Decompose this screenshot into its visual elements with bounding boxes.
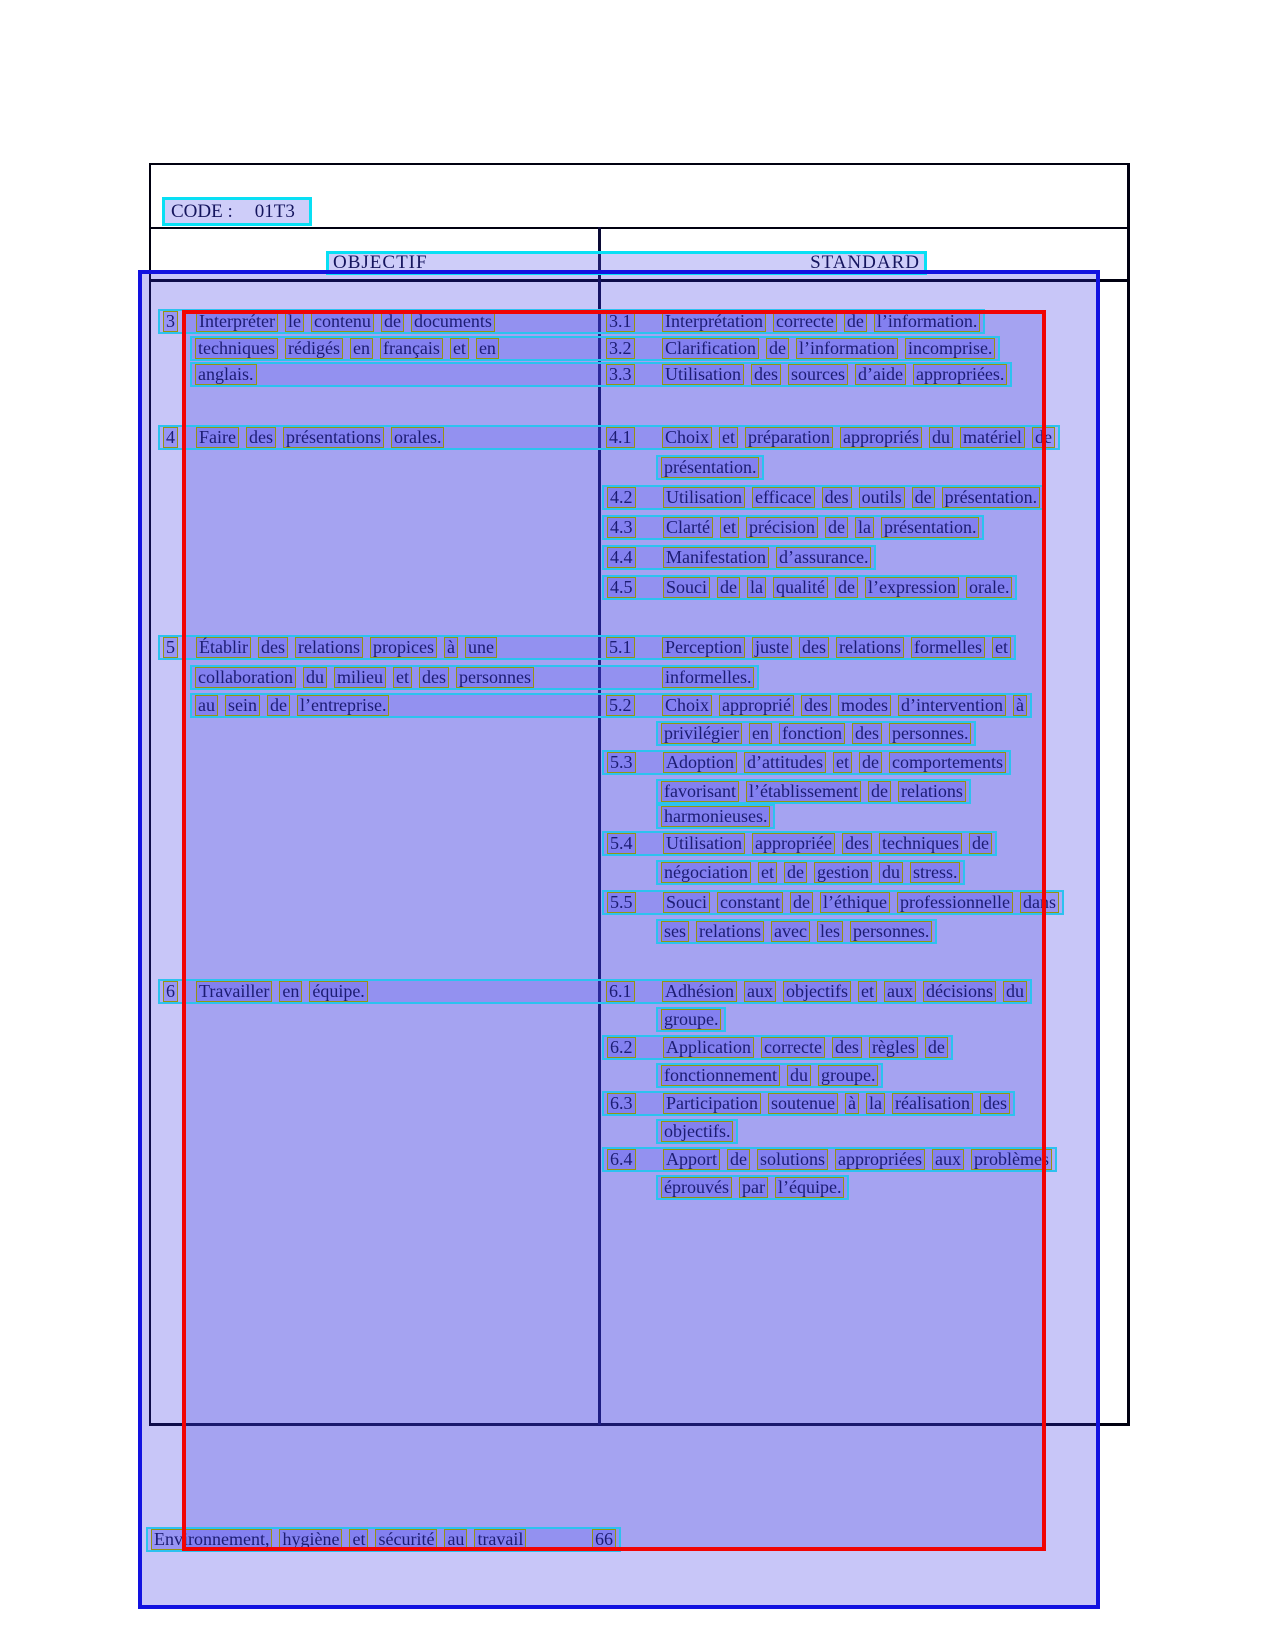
word-box: présentations: [283, 427, 384, 448]
word-box: groupe.: [818, 1065, 878, 1086]
word-box: l’entreprise.: [297, 695, 389, 716]
standard-column-header: STANDARD: [810, 252, 920, 273]
word-box: de: [859, 752, 882, 773]
standard-number-box: 4.1: [606, 427, 635, 448]
word-box: personnes.: [889, 723, 971, 744]
standard-number-box: 3.2: [606, 338, 635, 359]
word-box: de: [835, 577, 858, 598]
word-box: en: [350, 338, 373, 359]
word-box: Interprétation: [662, 311, 766, 332]
word-box: outils: [859, 487, 905, 508]
word-box: de: [825, 517, 848, 538]
word-box: efficace: [752, 487, 815, 508]
word-box: de: [766, 338, 789, 359]
word-box: de: [381, 311, 404, 332]
word-box: du: [929, 427, 953, 448]
word-box: sein: [225, 695, 260, 716]
word-box: aux: [884, 981, 916, 1002]
word-box: Perception: [662, 637, 745, 658]
word-box: orale.: [966, 577, 1012, 598]
word-box: de: [844, 311, 867, 332]
word-box: objectifs: [783, 981, 851, 1002]
word-box: Utilisation: [662, 364, 744, 385]
word-box: approprié: [719, 695, 794, 716]
word-box: problèmes: [971, 1149, 1052, 1170]
word-box: décisions: [923, 981, 996, 1002]
word-box: l’établissement: [746, 781, 861, 802]
standard-number-box: 5.2: [606, 695, 635, 716]
objective-number-box: 6: [163, 981, 178, 1002]
word-box: des: [246, 427, 276, 448]
standard-number-box: 5.3: [607, 752, 636, 773]
word-box: des: [822, 487, 852, 508]
code-label: CODE :: [171, 200, 233, 222]
word-box: négociation: [661, 862, 751, 883]
word-box: orales.: [391, 427, 444, 448]
word-box: propices: [370, 637, 437, 658]
word-box: préparation: [745, 427, 833, 448]
word-box: de: [1032, 427, 1055, 448]
word-box: techniques: [879, 833, 962, 854]
word-box: collaboration: [195, 667, 296, 688]
word-box: relations: [295, 637, 363, 658]
word-box: Travailler: [196, 981, 272, 1002]
objective-number-box: 4: [163, 427, 178, 448]
word-box: une: [465, 637, 497, 658]
page-border-top: [149, 163, 1130, 165]
word-box: documents: [411, 311, 495, 332]
word-box: correcte: [773, 311, 837, 332]
code-row-underline: [149, 227, 1130, 229]
word-box: à: [444, 637, 458, 658]
word-box: équipe.: [309, 981, 367, 1002]
standard-number-box: 4.2: [607, 487, 636, 508]
word-box: et: [758, 862, 777, 883]
word-box: Établir: [196, 637, 251, 658]
word-box: contenu: [311, 311, 374, 332]
page-number-box: 66: [592, 1529, 616, 1550]
block-annotation-border: [182, 310, 1046, 1551]
word-box: des: [980, 1093, 1010, 1114]
word-box: du: [1003, 981, 1027, 1002]
word-box: de: [868, 781, 891, 802]
word-box: relations: [898, 781, 966, 802]
word-box: du: [787, 1065, 811, 1086]
objective-number-box: 5: [163, 637, 178, 658]
word-box: règles: [869, 1037, 918, 1058]
word-box: relations: [696, 921, 764, 942]
word-box: harmonieuses.: [661, 806, 770, 827]
word-box: Faire: [196, 427, 239, 448]
word-box: l’expression: [865, 577, 959, 598]
word-box: présentation.: [661, 457, 759, 478]
word-box: par: [739, 1177, 768, 1198]
word-box: et: [720, 517, 739, 538]
word-box: l’information: [796, 338, 898, 359]
word-box: et: [349, 1529, 368, 1550]
word-box: privilégier: [661, 723, 742, 744]
word-box: rédigés: [285, 338, 343, 359]
word-box: aux: [932, 1149, 964, 1170]
word-box: l’information.: [874, 311, 980, 332]
standard-number-box: 6.2: [607, 1037, 636, 1058]
word-box: à: [1013, 695, 1027, 716]
word-box: appropriés: [840, 427, 922, 448]
word-box: de: [267, 695, 290, 716]
word-box: au: [195, 695, 218, 716]
word-box: la: [747, 577, 766, 598]
word-box: favorisant: [661, 781, 739, 802]
word-box: en: [476, 338, 499, 359]
word-box: Clarification: [662, 338, 759, 359]
word-box: présentation.: [942, 487, 1040, 508]
word-box: et: [992, 637, 1011, 658]
word-box: des: [799, 637, 829, 658]
word-box: la: [866, 1093, 885, 1114]
standard-number-box: 4.4: [607, 547, 636, 568]
word-box: des: [852, 723, 882, 744]
word-box: de: [784, 862, 807, 883]
word-box: de: [790, 892, 813, 913]
standard-number-box: 3.1: [606, 311, 635, 332]
word-box: incomprise.: [905, 338, 995, 359]
word-box: des: [751, 364, 781, 385]
word-box: professionnelle: [897, 892, 1013, 913]
word-box: Manifestation: [663, 547, 769, 568]
word-box: du: [879, 862, 903, 883]
word-box: Adhésion: [662, 981, 737, 1002]
standard-number-box: 6.3: [607, 1093, 636, 1114]
word-box: des: [832, 1037, 862, 1058]
standard-number-box: 5.1: [606, 637, 635, 658]
word-box: de: [727, 1149, 750, 1170]
word-box: hygiène: [279, 1529, 342, 1550]
standard-number-box: 6.1: [606, 981, 635, 1002]
word-box: sources: [788, 364, 848, 385]
word-box: et: [719, 427, 738, 448]
objective-number-box: 3: [163, 311, 178, 332]
word-box: appropriée: [752, 833, 835, 854]
word-box: la: [855, 517, 874, 538]
word-box: constant: [717, 892, 783, 913]
word-box: milieu: [334, 667, 386, 688]
code-value: 01T3: [254, 200, 295, 222]
word-box: Environnement,: [151, 1529, 272, 1550]
word-box: français: [380, 338, 443, 359]
word-box: le: [285, 311, 304, 332]
word-box: anglais.: [195, 364, 257, 385]
word-box: d’attitudes: [744, 752, 826, 773]
word-box: Adoption: [663, 752, 737, 773]
word-box: appropriées: [835, 1149, 925, 1170]
word-box: Interpréter: [196, 311, 278, 332]
word-box: Utilisation: [663, 487, 745, 508]
word-box: matériel: [960, 427, 1025, 448]
word-box: du: [303, 667, 327, 688]
word-box: précision: [746, 517, 818, 538]
standard-number-box: 5.5: [607, 892, 636, 913]
word-box: sécurité: [375, 1529, 437, 1550]
word-box: des: [801, 695, 831, 716]
word-box: les: [817, 921, 843, 942]
word-box: techniques: [195, 338, 278, 359]
word-box: ses: [661, 921, 689, 942]
word-box: appropriées.: [913, 364, 1007, 385]
standard-number-box: 5.4: [607, 833, 636, 854]
standard-number-box: 4.5: [607, 577, 636, 598]
word-box: réalisation: [892, 1093, 973, 1114]
word-box: informelles.: [662, 667, 754, 688]
word-box: soutenue: [768, 1093, 838, 1114]
word-box: et: [833, 752, 852, 773]
word-box: l’équipe.: [775, 1177, 844, 1198]
word-box: des: [842, 833, 872, 854]
word-box: personnes: [456, 667, 534, 688]
word-box: éprouvés: [661, 1177, 732, 1198]
word-box: de: [912, 487, 935, 508]
word-box: Apport: [663, 1149, 720, 1170]
word-box: groupe.: [661, 1009, 721, 1030]
word-box: au: [444, 1529, 467, 1550]
word-box: fonction: [779, 723, 845, 744]
word-box: de: [969, 833, 992, 854]
word-box: modes: [838, 695, 891, 716]
word-box: Choix: [662, 427, 712, 448]
word-box: juste: [752, 637, 792, 658]
word-box: Clarté: [663, 517, 713, 538]
word-box: aux: [744, 981, 776, 1002]
word-box: en: [749, 723, 772, 744]
standard-number-box: 4.3: [607, 517, 636, 538]
word-box: de: [925, 1037, 948, 1058]
word-box: formelles: [911, 637, 985, 658]
code-box: [162, 197, 312, 226]
word-box: objectifs.: [661, 1121, 733, 1142]
word-box: Souci: [663, 892, 710, 913]
word-box: Utilisation: [663, 833, 745, 854]
word-box: correcte: [761, 1037, 825, 1058]
word-box: des: [258, 637, 288, 658]
word-box: et: [393, 667, 412, 688]
word-box: l’éthique: [820, 892, 890, 913]
standard-number-box: 3.3: [606, 364, 635, 385]
word-box: fonctionnement: [661, 1065, 780, 1086]
page-border-right: [1127, 163, 1130, 1425]
word-box: à: [845, 1093, 859, 1114]
word-box: d’intervention: [898, 695, 1006, 716]
word-box: d’aide: [855, 364, 906, 385]
word-box: comportements: [889, 752, 1006, 773]
word-box: et: [450, 338, 469, 359]
word-box: Participation: [663, 1093, 761, 1114]
word-box: Application: [663, 1037, 754, 1058]
word-box: solutions: [757, 1149, 828, 1170]
objective-column-header: OBJECTIF: [333, 252, 428, 273]
word-box: d’assurance.: [776, 547, 871, 568]
word-box: Souci: [663, 577, 710, 598]
word-box: stress.: [910, 862, 961, 883]
word-box: gestion: [814, 862, 872, 883]
word-box: des: [419, 667, 449, 688]
word-box: en: [279, 981, 302, 1002]
word-box: relations: [836, 637, 904, 658]
word-box: dans: [1020, 892, 1059, 913]
word-box: avec: [771, 921, 810, 942]
word-box: présentation.: [881, 517, 979, 538]
word-box: travail: [474, 1529, 526, 1550]
word-box: personnes.: [850, 921, 932, 942]
standard-number-box: 6.4: [607, 1149, 636, 1170]
word-box: Choix: [662, 695, 712, 716]
word-box: qualité: [773, 577, 828, 598]
word-box: de: [717, 577, 740, 598]
word-box: et: [858, 981, 877, 1002]
